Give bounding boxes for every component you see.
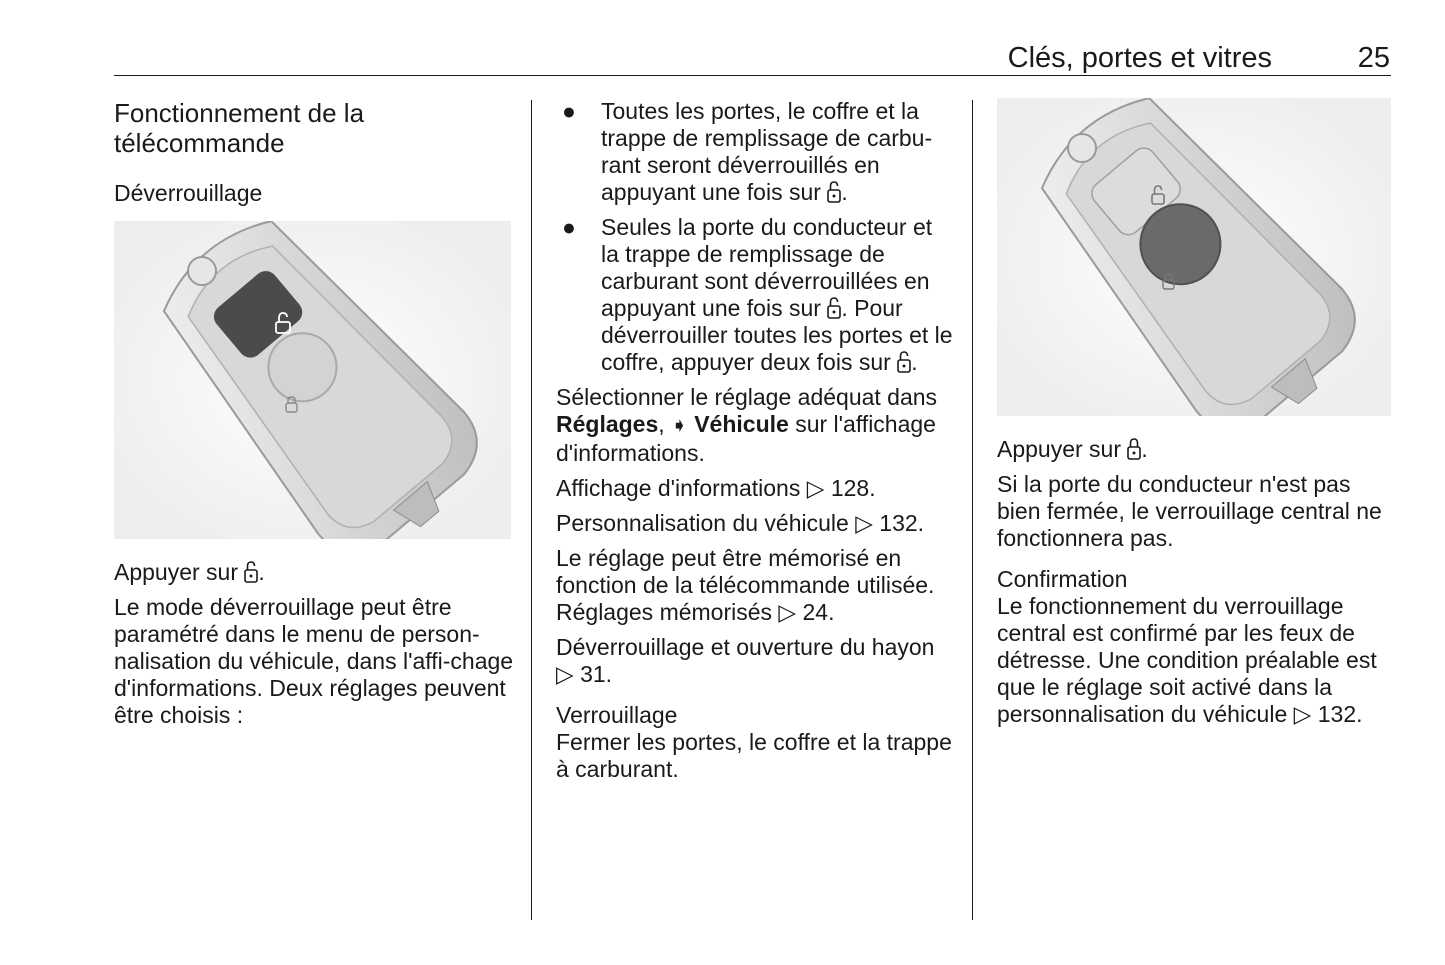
section-heading: Fonctionnement de la télécommande [114, 98, 365, 158]
reference-icon: ▷ [1293, 701, 1312, 727]
unlock-icon [827, 181, 841, 203]
reference-icon: ▷ [855, 510, 873, 536]
column-2 [556, 98, 956, 783]
unlock-icon [827, 297, 841, 319]
list-item: ● Toutes les portes, le coffre et la trappe de remplissage de carbu-rant seront déverrouillés en appuyant une fois sur . [562, 98, 933, 205]
remote-key-lock-illustration [997, 98, 1391, 416]
unlock-icon [897, 351, 911, 373]
remote-key-unlock-figure [114, 221, 514, 545]
reference-icon: ▷ [806, 475, 825, 501]
list-item: ● Seules la porte du conducteur et la trappe de remplissage de carburant sont déverrouillées en appuyant une fois sur . Pour déverrouiller toutes les portes et le coffre, appuyer deux fois sur . [562, 214, 953, 375]
lock-icon [1127, 438, 1141, 460]
lock-subheading: Verrouillage [556, 702, 678, 728]
memory-paragraph: Le réglage peut être mémorisé en fonction de la télécommande utilisée. Réglages mémorisés ▷ 24. [556, 545, 935, 625]
column-3 [997, 98, 1397, 728]
chapter-title: Clés, portes et vitres [1007, 42, 1272, 74]
confirmation-subheading: Confirmation [997, 566, 1128, 592]
unlock-options-list [556, 98, 956, 376]
column-1 [114, 98, 514, 729]
unlock-subheading: Déverrouillage [114, 180, 263, 206]
settings-menu-label: Réglages [556, 411, 659, 437]
cross-reference: Personnalisation du véhicule ▷ 132. [556, 510, 925, 536]
unlock-mode-paragraph: Le mode déverrouillage peut être paramétré dans le menu de person-nalisation du véhicule, dans l'affi-chage d'informations. Deux réglages peuvent être choisis : [114, 594, 514, 728]
column-divider [531, 100, 532, 920]
page-number: 25 [1357, 42, 1390, 74]
reference-icon: ▷ [778, 599, 797, 625]
unlock-icon [244, 561, 258, 583]
bullet-icon: ● [562, 214, 576, 240]
column-divider [972, 100, 973, 920]
header-rule [114, 75, 1391, 76]
reference-icon: ▷ [556, 661, 574, 687]
remote-key-unlock-illustration [114, 221, 511, 539]
press-unlock-line: Appuyer sur . [114, 559, 265, 585]
bullet-icon: ● [562, 98, 576, 124]
lock-paragraph: Fermer les portes, le coffre et la trappe à carburant. [556, 729, 952, 782]
driver-door-paragraph: Si la porte du conducteur n'est pas bien fermée, le verrouillage central ne fonctionnera pas. [997, 471, 1382, 551]
cross-reference: Déverrouillage et ouverture du hayon ▷ 31. [556, 634, 935, 687]
remote-key-lock-figure [997, 98, 1397, 422]
arrow-icon: ➧ [671, 415, 688, 437]
cross-reference: Affichage d'informations ▷ 128. [556, 475, 876, 501]
press-lock-line: Appuyer sur . [997, 436, 1148, 462]
settings-instruction: Sélectionner le réglage adéquat dans Réglages, ➧ Véhicule sur l'affichage d'informations. [556, 384, 938, 466]
vehicle-menu-label: Véhicule [694, 411, 789, 437]
confirmation-paragraph: Le fonctionnement du verrouillage central est confirmé par les feux de détresse. Une condition préalable est que le réglage soit activé dans la personnalisation du véhicule ▷ 132. [997, 593, 1377, 727]
